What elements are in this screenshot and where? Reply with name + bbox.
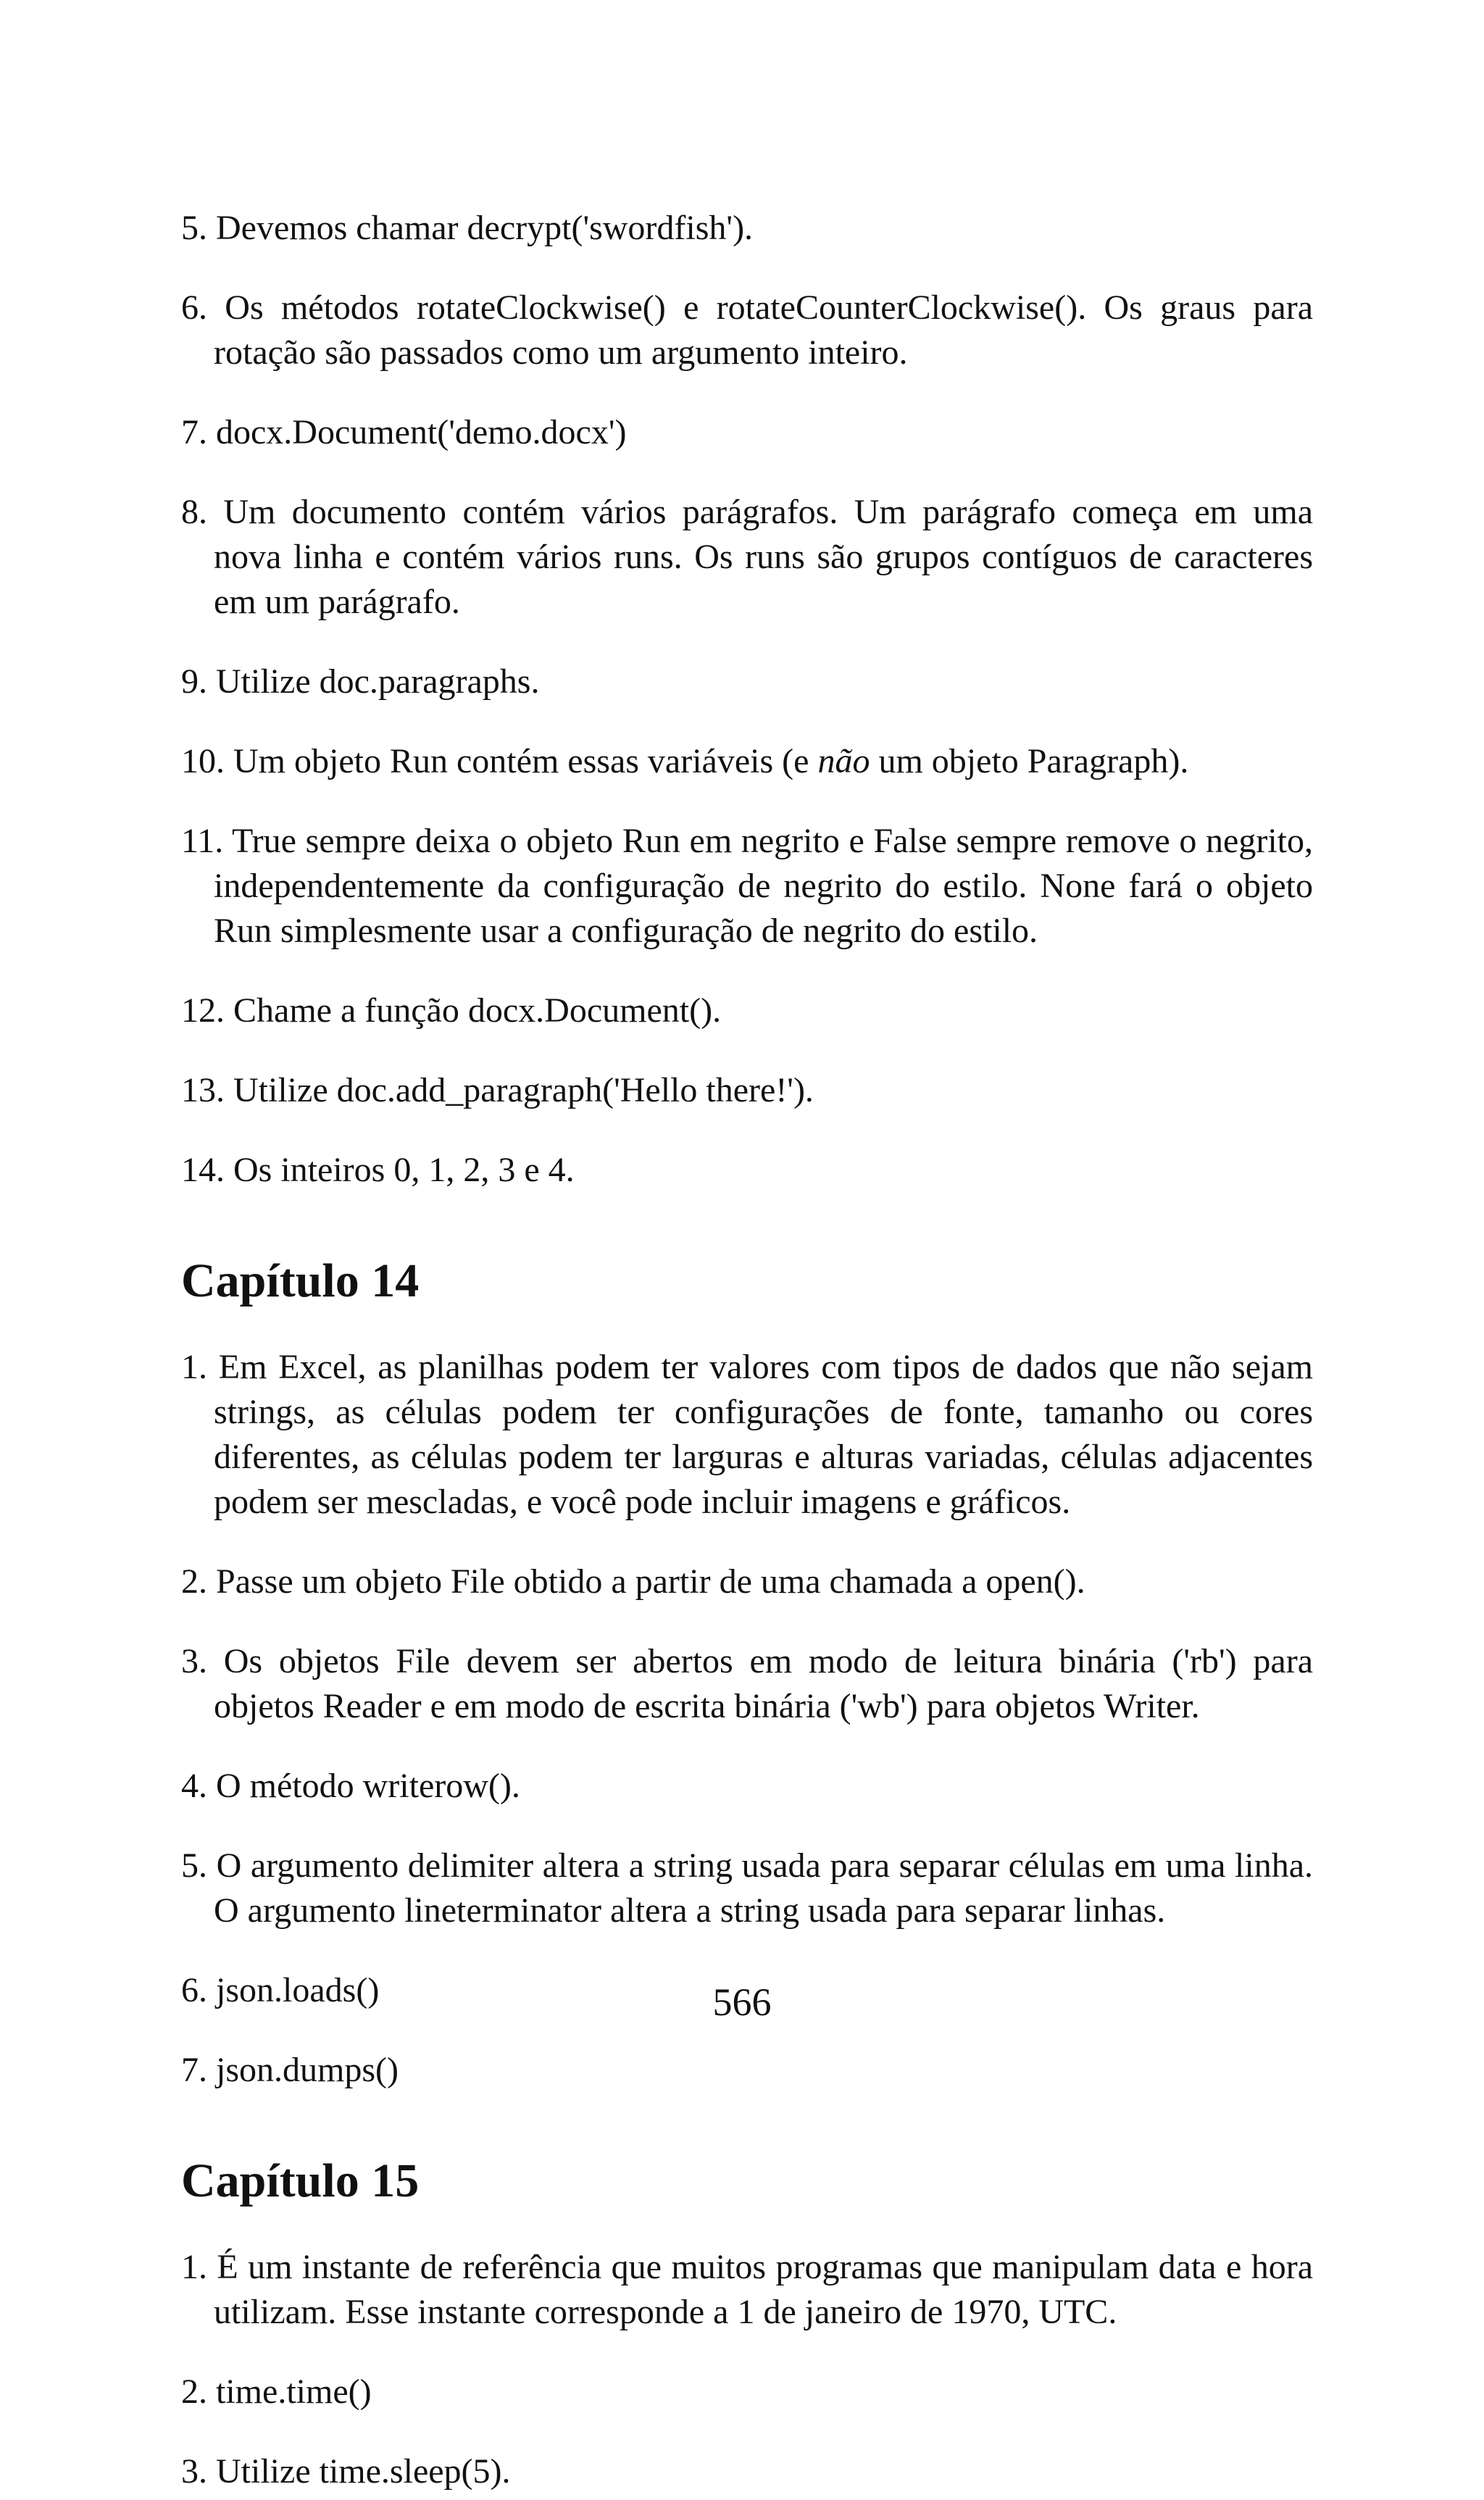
list-item: 14. Os inteiros 0, 1, 2, 3 e 4. — [181, 1151, 575, 1189]
list-item: 6. Os métodos rotateClockwise() e rotateCounterClockwise(). Os graus para rotação são passados como um argumento inteiro. — [181, 288, 1313, 372]
emphasis-text: não — [817, 742, 870, 780]
answer-list-chapter-15 — [181, 2245, 1313, 2494]
list-item: 11. True sempre deixa o objeto Run em negrito e False sempre remove o negrito, independentemente da configuração de negrito do estilo. None fará o objeto Run simplesmente usar a configuração de negrito do estilo. — [181, 822, 1313, 950]
chapter-14-heading: Capítulo 14 — [181, 1254, 420, 1307]
page-number: 566 — [712, 1980, 772, 2024]
list-item: 8. Um documento contém vários parágrafos. Um parágrafo começa em uma nova linha e contém vários runs. Os runs são grupos contíguos de caracteres em um parágrafo. — [181, 493, 1313, 621]
list-item: 2. time.time() — [181, 2372, 372, 2411]
list-item: 1. Em Excel, as planilhas podem ter valores com tipos de dados que não sejam strings, as células podem ter configurações de fonte, tamanho ou cores diferentes, as células podem ter larguras e alturas variadas, células adjacentes podem ser mescladas, e você pode incluir imagens e gráficos. — [181, 1348, 1313, 1521]
list-item: 13. Utilize doc.add_paragraph('Hello there!'). — [181, 1071, 814, 1109]
list-item: 12. Chame a função docx.Document(). — [181, 991, 722, 1030]
list-item: 5. Devemos chamar decrypt('swordfish'). — [181, 209, 754, 247]
list-item: 3. Utilize time.sleep(5). — [181, 2452, 511, 2491]
list-item: 6. json.loads() — [181, 1971, 380, 2009]
list-item: 3. Os objetos File devem ser abertos em modo de leitura binária ('rb') para objetos Reader e em modo de escrita binária ('wb') para objetos Writer. — [181, 1642, 1313, 1725]
list-item: 7. docx.Document('demo.docx') — [181, 413, 627, 451]
list-item: 2. Passe um objeto File obtido a partir de uma chamada a open(). — [181, 1562, 1085, 1601]
chapter-15-heading: Capítulo 15 — [181, 2154, 420, 2207]
list-item: 9. Utilize doc.paragraphs. — [181, 662, 540, 701]
list-item: 5. O argumento delimiter altera a string usada para separar células em uma linha. O argumento lineterminator altera a string usada para separar linhas. — [181, 1846, 1313, 1930]
item-text-before: 10. Um objeto Run contém essas variáveis (e — [181, 742, 818, 780]
list-item — [181, 739, 1313, 784]
page-content — [181, 171, 1313, 2500]
list-item: 1. É um instante de referência que muitos programas que manipulam data e hora utilizam. Esse instante corresponde a 1 de janeiro de 1970, UTC. — [181, 2248, 1313, 2331]
item-text-after: um objeto Paragraph). — [870, 742, 1189, 780]
list-item: 7. json.dumps() — [181, 2051, 399, 2089]
answer-list-previous-chapter — [181, 206, 1313, 1193]
list-item: 4. O método writerow(). — [181, 1767, 520, 1805]
